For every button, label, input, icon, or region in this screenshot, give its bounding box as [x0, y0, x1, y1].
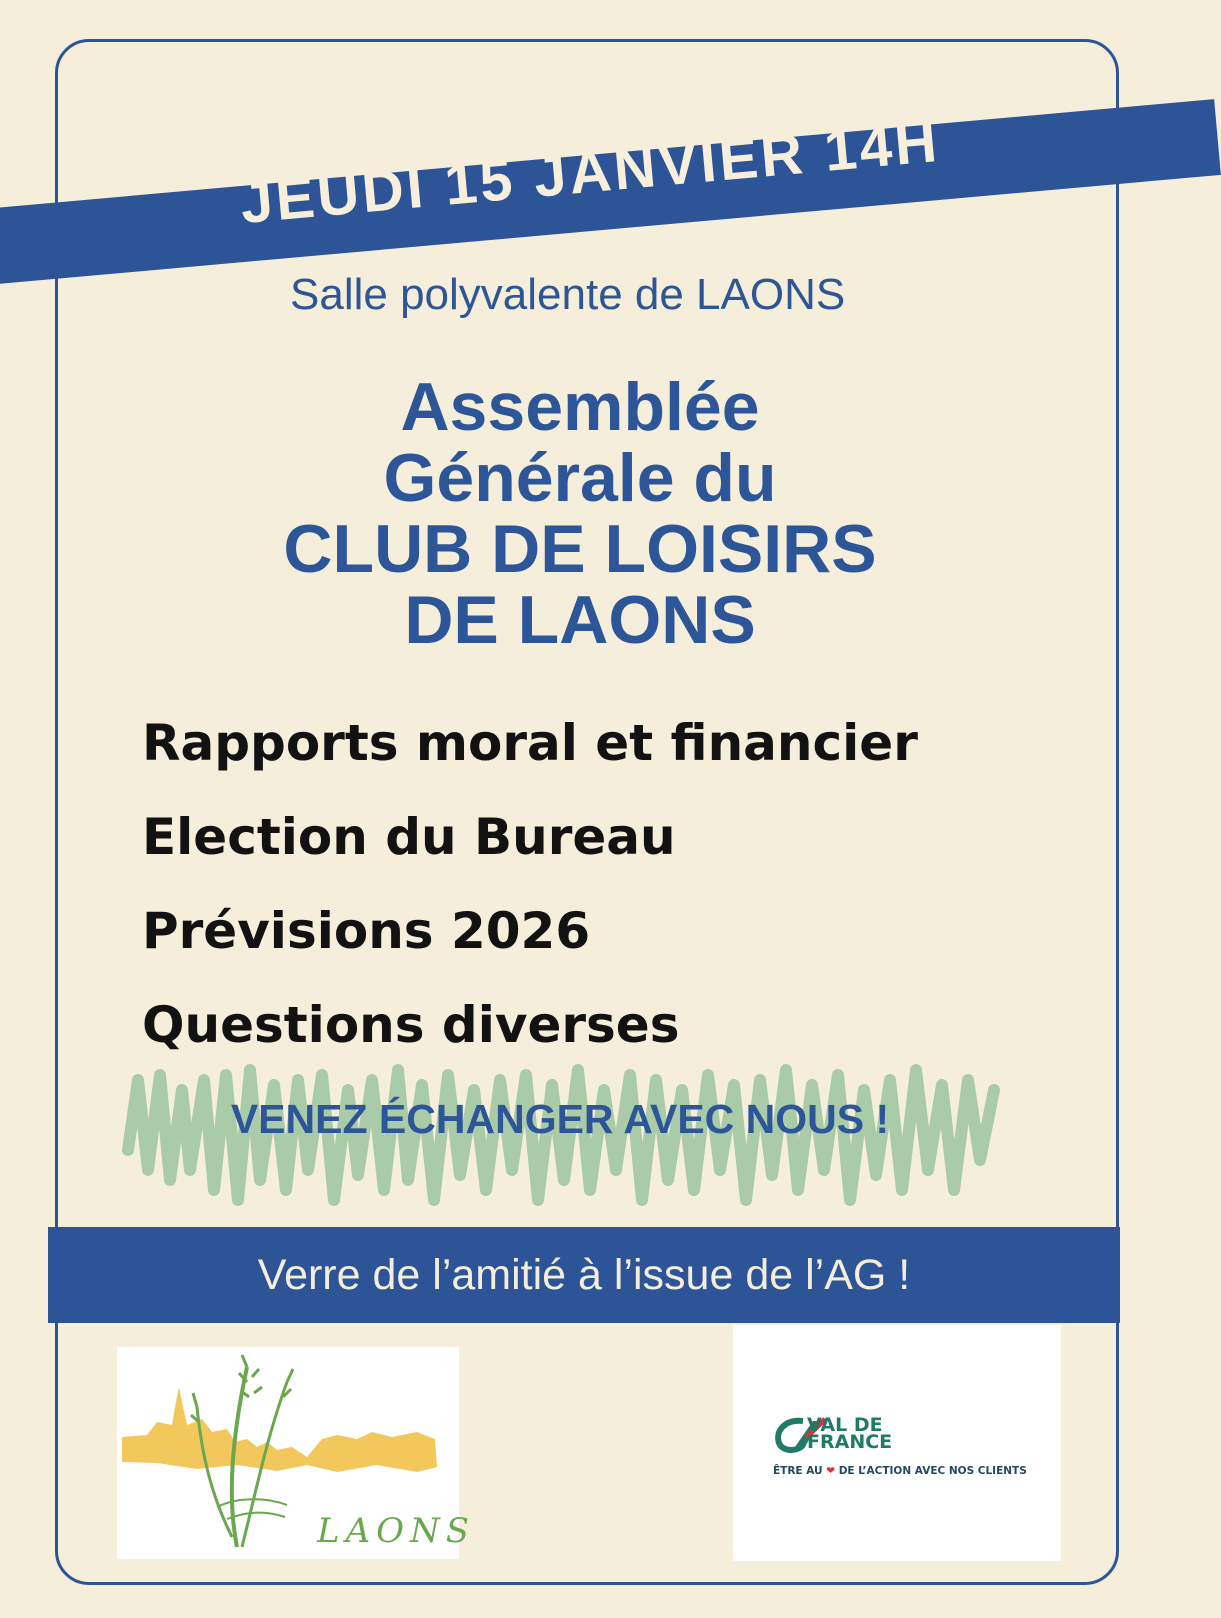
title-line: Générale du: [383, 440, 777, 516]
ca-tagline: [773, 1465, 1053, 1477]
laons-logo: [117, 1347, 476, 1559]
credit-agricole-logo: [733, 1325, 1061, 1561]
footer-banner: [48, 1227, 1120, 1323]
ca-tagline-end: DE L’ACTION AVEC NOS CLIENTS: [838, 1465, 1027, 1477]
laons-logo-graphic: [117, 1347, 476, 1559]
venue: Salle polyvalente de LAONS: [290, 270, 846, 319]
laons-logo-text: LAONS: [317, 1511, 476, 1551]
ca-name: [807, 1414, 1007, 1453]
agenda-item: Rapports moral et financier: [142, 714, 918, 772]
event-date: JEUDI 15 JANVIER 14H: [237, 108, 943, 237]
agenda-item: Prévisions 2026: [142, 902, 591, 960]
agenda-item: Election du Bureau: [142, 808, 676, 866]
title-line: Assemblée: [400, 369, 760, 445]
heart-icon: ❤: [826, 1465, 836, 1477]
ca-name-line2: FRANCE: [807, 1431, 893, 1453]
call-to-action: VENEZ ÉCHANGER AVEC NOUS !: [230, 1096, 890, 1142]
ca-tagline-start: ÊTRE AU: [773, 1465, 823, 1477]
footer-note: Verre de l’amitié à l’issue de l’AG !: [257, 1251, 911, 1299]
title-line: CLUB DE LOISIRS: [283, 511, 877, 587]
agenda-item: Questions diverses: [142, 996, 680, 1054]
title-line: DE LAONS: [404, 582, 756, 658]
ca-name-line1: VAL DE: [807, 1414, 883, 1436]
agenda-list: [142, 712, 1082, 1088]
event-title: [170, 369, 990, 658]
